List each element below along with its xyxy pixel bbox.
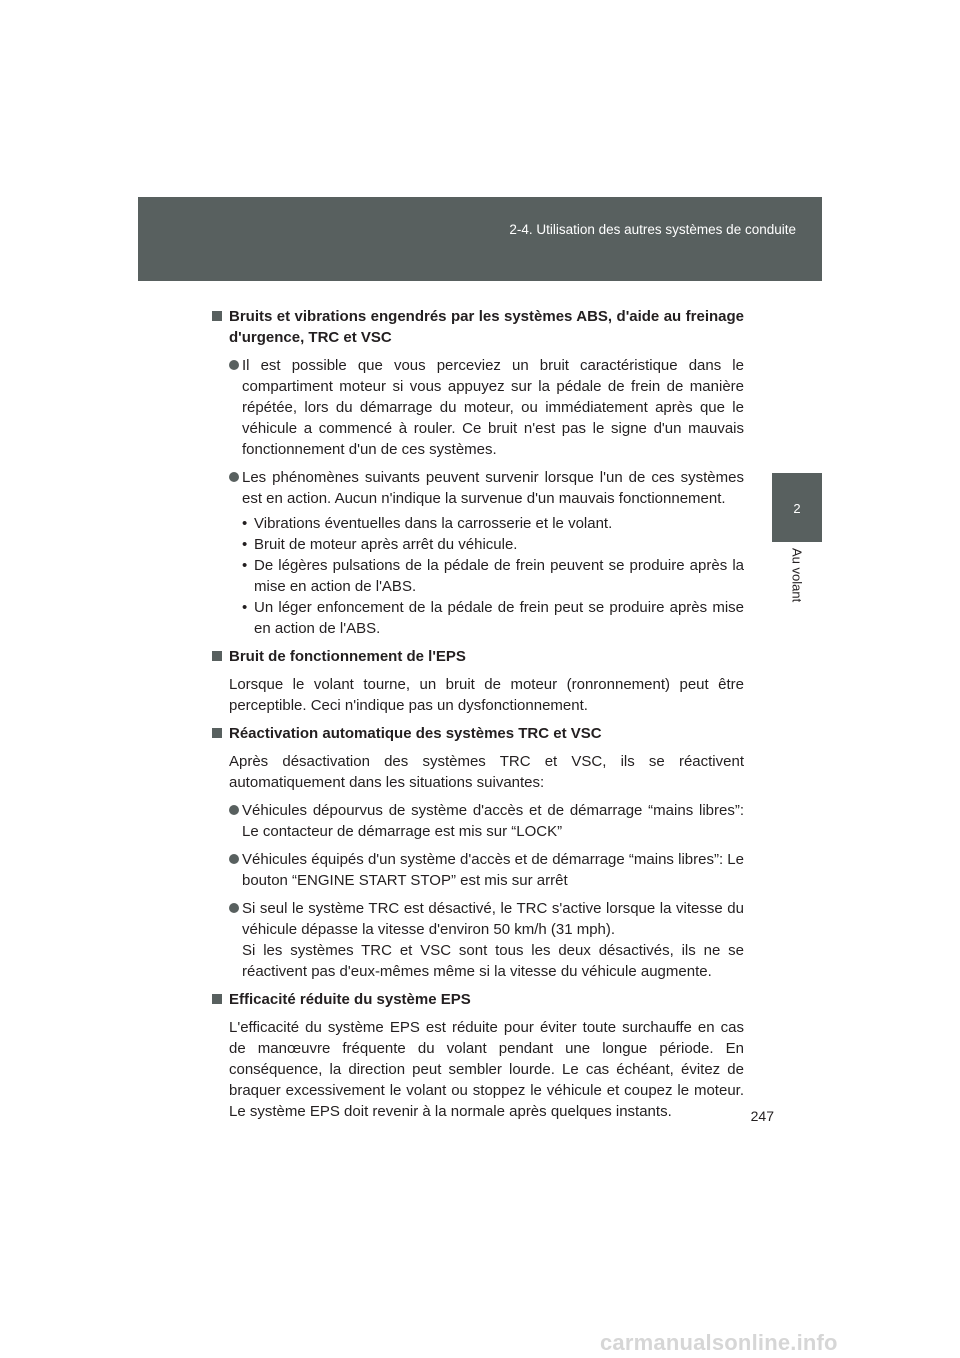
square-bullet-icon [212, 989, 229, 1010]
circle-bullet-icon [229, 898, 242, 982]
bullet-item: Les phénomènes suivants peuvent survenir lorsque l'un de ces systèmes est en action. Aucun n'indique la survenue d'un mauvais fonctionnement. [229, 467, 744, 509]
chapter-title: 2-4. Utilisation des autres systèmes de conduite [509, 222, 796, 237]
bullet-item [229, 898, 744, 982]
sub-list-item: • Un léger enfoncement de la pédale de frein peut se produire après mise en action de l'ABS. [242, 599, 744, 637]
square-bullet-icon [212, 723, 229, 744]
circle-bullet-icon [229, 800, 242, 842]
sub-bullet-marker: • [242, 536, 248, 553]
side-tab-label [775, 548, 819, 628]
sub-list-item: • Bruit de moteur après arrêt du véhicule. [242, 536, 518, 553]
bullet-line: Si seul le système TRC est désactivé, le TRC s'active lorsque la vitesse du véhicule dépasse la vitesse d'environ 50 km/h (31 mph). [242, 900, 744, 938]
bullet-item: Véhicules équipés d'un système d'accès et de démarrage “mains libres”: Le bouton “ENGINE START STOP” est mis sur arrêt [229, 849, 744, 891]
bullet-item: Il est possible que vous perceviez un bruit caractéristique dans le compartiment moteur si vous appuyez sur la pédale de frein de manière répétée, lors du démarrage du moteur, ou immédiatement après que le véhicule a commencé à rouler. Ce bruit n'est pas le signe d'un mauvais fonctionnement d'un de ces systèmes. [229, 355, 744, 460]
sub-bullet-marker: • [242, 557, 248, 574]
watermark: carmanualsonline.info [600, 1330, 838, 1355]
section-title: Réactivation automatique des systèmes TRC et VSC [212, 723, 744, 744]
bullet-item: Véhicules dépourvus de système d'accès et de démarrage “mains libres”: Le contacteur de démarrage est mis sur “LOCK” [229, 800, 744, 842]
page-number: 247 [750, 1108, 774, 1124]
circle-bullet-icon [229, 355, 242, 460]
section-title: Bruit de fonctionnement de l'EPS [212, 646, 744, 667]
sub-bullet-marker: • [242, 599, 248, 616]
section-title: Bruits et vibrations engendrés par les systèmes ABS, d'aide au freinage d'urgence, TRC et VSC [212, 306, 744, 348]
section-paragraph: L'efficacité du système EPS est réduite pour éviter toute surchauffe en cas de manœuvre fréquente du volant pendant une longue période. En conséquence, la direction peut sembler lourde. Le cas échéant, évitez de braquer excessivement le volant ou stoppez le véhicule et coupez le moteur. Le système EPS doit revenir à la normale après quelques instants. [229, 1019, 744, 1120]
sub-bullet-marker: • [242, 515, 248, 532]
side-tab-label-text: Au volant [789, 548, 805, 603]
section-paragraph: Lorsque le volant tourne, un bruit de moteur (ronronnement) peut être perceptible. Ceci n'indique pas un dysfonctionnement. [229, 676, 744, 714]
square-bullet-icon [212, 646, 229, 667]
chapter-header [138, 197, 822, 281]
square-bullet-icon [212, 306, 229, 348]
section-paragraph: Après désactivation des systèmes TRC et VSC, ils se réactivent automatiquement dans les situations suivantes: [229, 753, 744, 791]
bullet-line: Si les systèmes TRC et VSC sont tous les deux désactivés, ils ne se réactivent pas d'eux-mêmes même si la vitesse du véhicule augmente. [242, 942, 744, 980]
sub-list [242, 513, 744, 639]
circle-bullet-icon [229, 467, 242, 509]
circle-bullet-icon [229, 849, 242, 891]
side-tab-number: 2 [793, 501, 801, 516]
side-tab [772, 473, 822, 542]
sub-list-item: • Vibrations éventuelles dans la carrosserie et le volant. [242, 515, 613, 532]
page-content [212, 306, 744, 1129]
section-title: Efficacité réduite du système EPS [212, 989, 744, 1010]
sub-list-item: • De légères pulsations de la pédale de frein peuvent se produire après la mise en action de l'ABS. [242, 557, 744, 595]
